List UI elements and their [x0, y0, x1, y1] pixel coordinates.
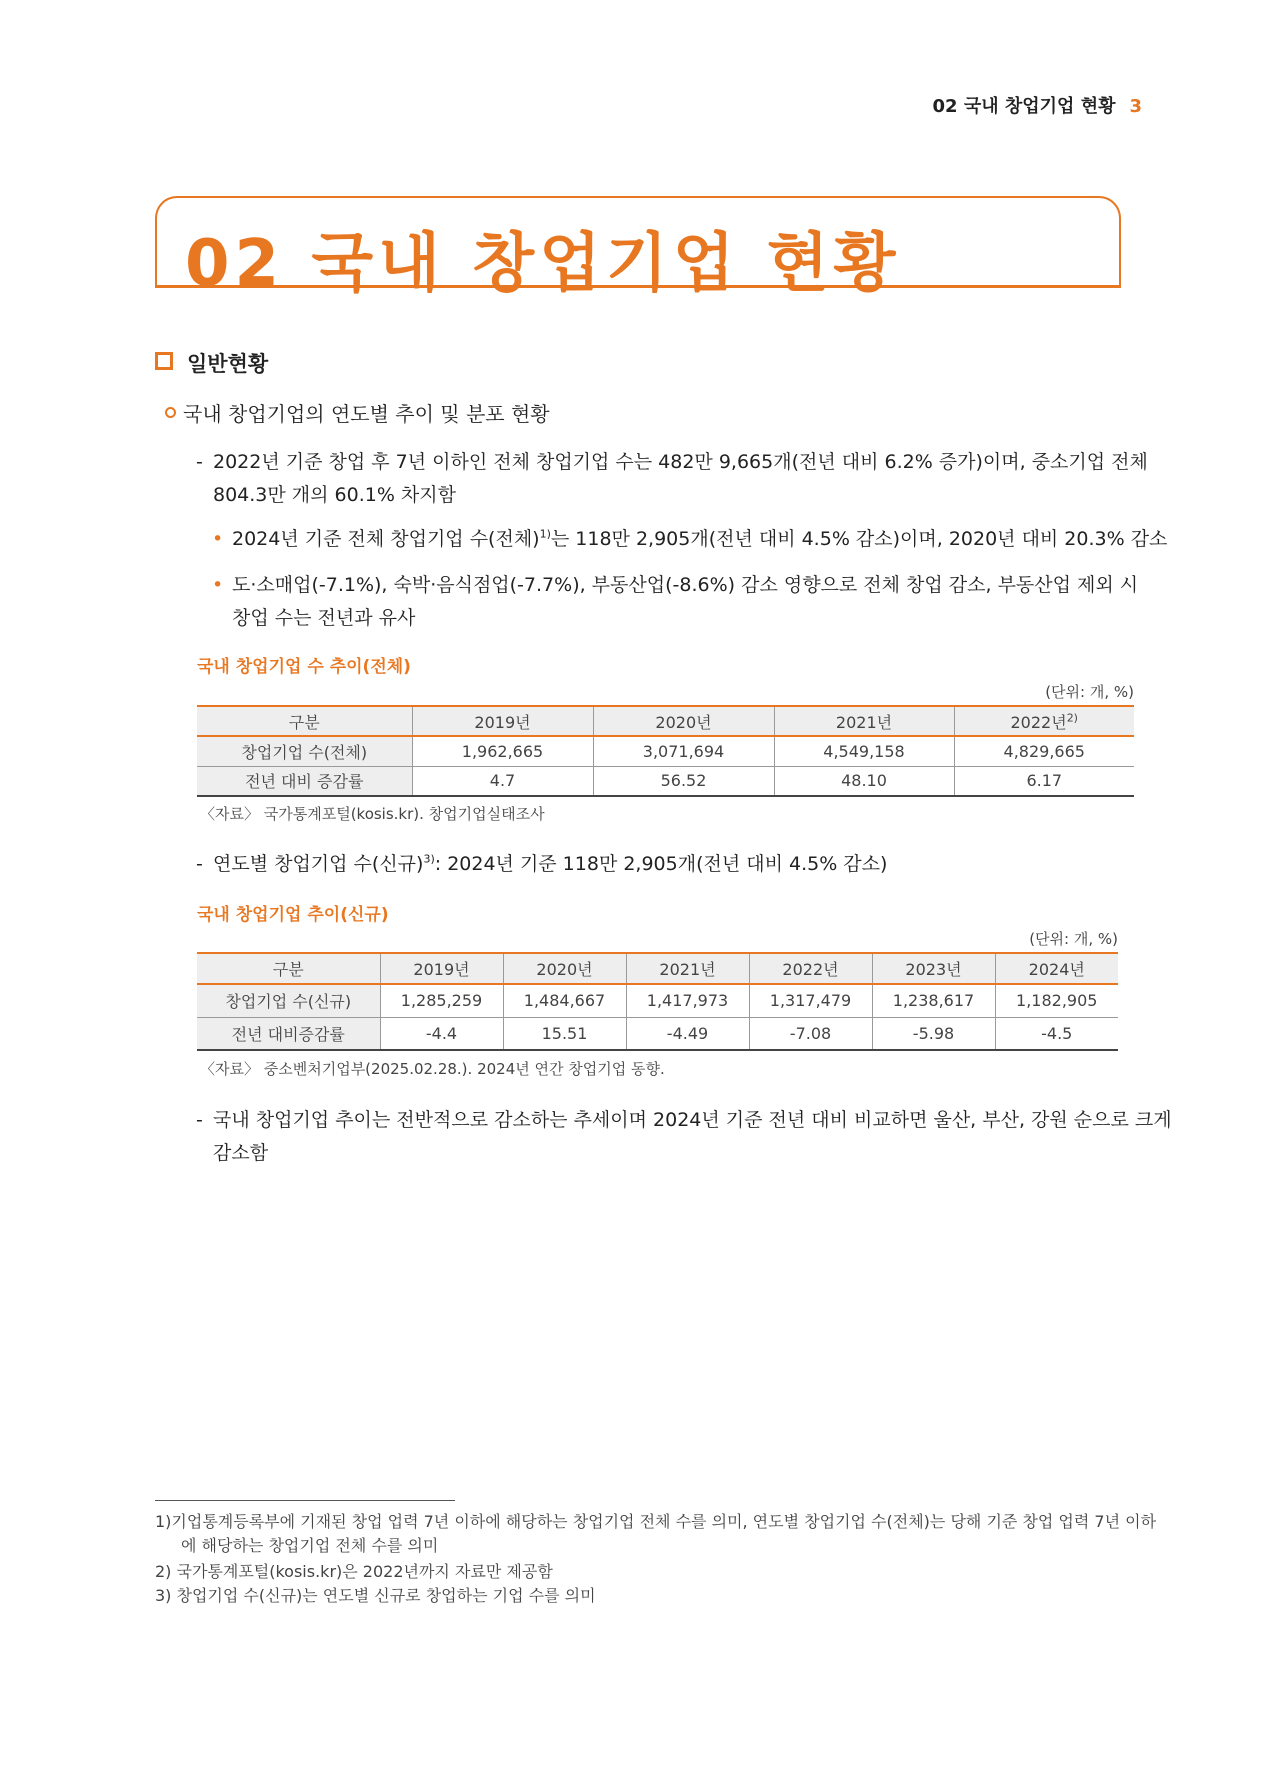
running-header — [933, 92, 1142, 118]
table-1-source: 〈자료〉 국가통계포털(kosis.kr). 창업기업실태조사 — [200, 805, 545, 823]
header-cell: 구분 — [197, 953, 380, 984]
footnote-1 — [155, 1510, 1156, 1558]
table-cell: -4.4 — [380, 1017, 503, 1050]
table-1-caption: 국내 창업기업 수 추이(전체) — [197, 657, 411, 677]
bullet-item — [212, 569, 1138, 635]
header-cell: 2020년 — [593, 706, 774, 736]
chapter-title: 02 국내 창업기업 현황 — [185, 227, 901, 301]
bullet-dot-icon: • — [212, 574, 224, 596]
table-cell: 1,238,617 — [872, 984, 995, 1017]
paragraph-1 — [196, 446, 1148, 512]
table-row — [197, 1017, 1118, 1050]
paragraph-text: 감소함 — [213, 1142, 269, 1164]
bullet-text: 2024년 기준 전체 창업기업 수(전체) — [232, 528, 540, 550]
table-cell: 1,484,667 — [503, 984, 626, 1017]
paragraph-text: 국내 창업기업 추이는 전반적으로 감소하는 추세이며 2024년 기준 전년 대비 비교하면 울산, 부산, 강원 순으로 크게 — [213, 1109, 1172, 1131]
bullet-dot-icon: • — [212, 528, 224, 550]
dash-marker: - — [196, 853, 203, 875]
bullet-item — [212, 523, 1167, 556]
paragraph-3 — [196, 1104, 1172, 1170]
table-cell: 6.17 — [954, 766, 1134, 796]
table-1-unit: (단위: 개, %) — [1045, 683, 1134, 701]
table-cell: 1,182,905 — [995, 984, 1118, 1017]
header-cell: 2019년 — [380, 953, 503, 984]
subheading — [165, 398, 550, 427]
footnote-text: 에 해당하는 창업기업 전체 수를 의미 — [181, 1536, 439, 1555]
header-cell: 2020년 — [503, 953, 626, 984]
header-cell: 2021년 — [774, 706, 954, 736]
table-cell: 1,285,259 — [380, 984, 503, 1017]
table-cell: -5.98 — [872, 1017, 995, 1050]
header-text: 2022년 — [1010, 712, 1067, 732]
table-2 — [197, 952, 1118, 1051]
running-title: 02 국내 창업기업 현황 — [932, 96, 1116, 117]
footnote-text: 1)기업통계등록부에 기재된 창업 업력 7년 이하에 해당하는 창업기업 전체 수를 의미, 연도별 창업기업 수(전체)는 당해 기준 창업 업력 7년 이하 — [155, 1512, 1157, 1531]
footnote-ref: 1) — [539, 527, 551, 541]
subheading-text: 국내 창업기업의 연도별 추이 및 분포 현황 — [183, 402, 550, 426]
table-2-unit: (단위: 개, %) — [1029, 930, 1118, 948]
table-cell: 1,417,973 — [626, 984, 749, 1017]
paragraph-1-line2: 804.3만 개의 60.1% 차지함 — [213, 484, 456, 506]
paragraph-text: 연도별 창업기업 수(신규) — [213, 853, 424, 875]
dash-marker: - — [196, 451, 203, 473]
table-2-source: 〈자료〉 중소벤처기업부(2025.02.28.). 2024년 연간 창업기업 동향. — [200, 1060, 665, 1078]
header-cell: 2023년 — [872, 953, 995, 984]
bullet-text: 도·소매업(-7.1%), 숙박·음식점업(-7.7%), 부동산업(-8.6%) 감소 영향으로 전체 창업 감소, 부동산업 제외 시 — [232, 574, 1139, 596]
paragraph-1-line1: 2022년 기준 창업 후 7년 이하인 전체 창업기업 수는 482만 9,665개(전년 대비 6.2% 증가)이며, 중소기업 전체 — [213, 451, 1148, 473]
square-bullet-icon — [155, 352, 173, 370]
header-cell: 2024년 — [995, 953, 1118, 984]
table-cell: 4,549,158 — [774, 736, 954, 766]
table-cell: -4.5 — [995, 1017, 1118, 1050]
row-label: 창업기업 수(신규) — [197, 984, 380, 1017]
table-cell: -4.49 — [626, 1017, 749, 1050]
paragraph-text: : 2024년 기준 118만 2,905개(전년 대비 4.5% 감소) — [434, 853, 888, 875]
footnote-2: 2) 국가통계포털(kosis.kr)은 2022년까지 자료만 제공함 — [155, 1562, 553, 1581]
table-cell: 4.7 — [412, 766, 593, 796]
circle-bullet-icon — [165, 407, 176, 418]
header-cell: 구분 — [197, 706, 412, 736]
row-label: 전년 대비증감률 — [197, 1017, 380, 1050]
table-cell: 56.52 — [593, 766, 774, 796]
page-number: 3 — [1129, 96, 1142, 117]
table-1 — [197, 705, 1134, 797]
footnote-ref: 2) — [1066, 711, 1078, 725]
paragraph-2 — [196, 848, 887, 881]
header-cell: 2019년 — [412, 706, 593, 736]
bullet-text: 는 118만 2,905개(전년 대비 4.5% 감소)이며, 2020년 대비 20.3% 감소 — [550, 528, 1168, 550]
footnote-divider — [155, 1500, 455, 1501]
chapter-title-box — [155, 196, 1121, 301]
bullet-text: 창업 수는 전년과 유사 — [232, 607, 416, 629]
dash-marker: - — [196, 1109, 203, 1131]
table-2-caption: 국내 창업기업 추이(신규) — [197, 905, 389, 925]
row-label: 전년 대비 증감률 — [197, 766, 412, 796]
table-cell: 1,962,665 — [412, 736, 593, 766]
table-row — [197, 736, 1134, 766]
footnote-3: 3) 창업기업 수(신규)는 연도별 신규로 창업하는 기업 수를 의미 — [155, 1586, 596, 1605]
table-row — [197, 766, 1134, 796]
section-heading — [155, 348, 268, 378]
footnote-ref: 3) — [423, 852, 435, 866]
table-row — [197, 984, 1118, 1017]
section-heading-text: 일반현황 — [187, 352, 269, 376]
header-cell: 2021년 — [626, 953, 749, 984]
table-cell: 1,317,479 — [749, 984, 872, 1017]
header-cell — [954, 706, 1134, 736]
table-cell: -7.08 — [749, 1017, 872, 1050]
table-cell: 48.10 — [774, 766, 954, 796]
table-cell: 15.51 — [503, 1017, 626, 1050]
header-cell: 2022년 — [749, 953, 872, 984]
row-label: 창업기업 수(전체) — [197, 736, 412, 766]
table-cell: 3,071,694 — [593, 736, 774, 766]
table-header-row — [197, 953, 1118, 984]
table-cell: 4,829,665 — [954, 736, 1134, 766]
table-header-row — [197, 706, 1134, 736]
